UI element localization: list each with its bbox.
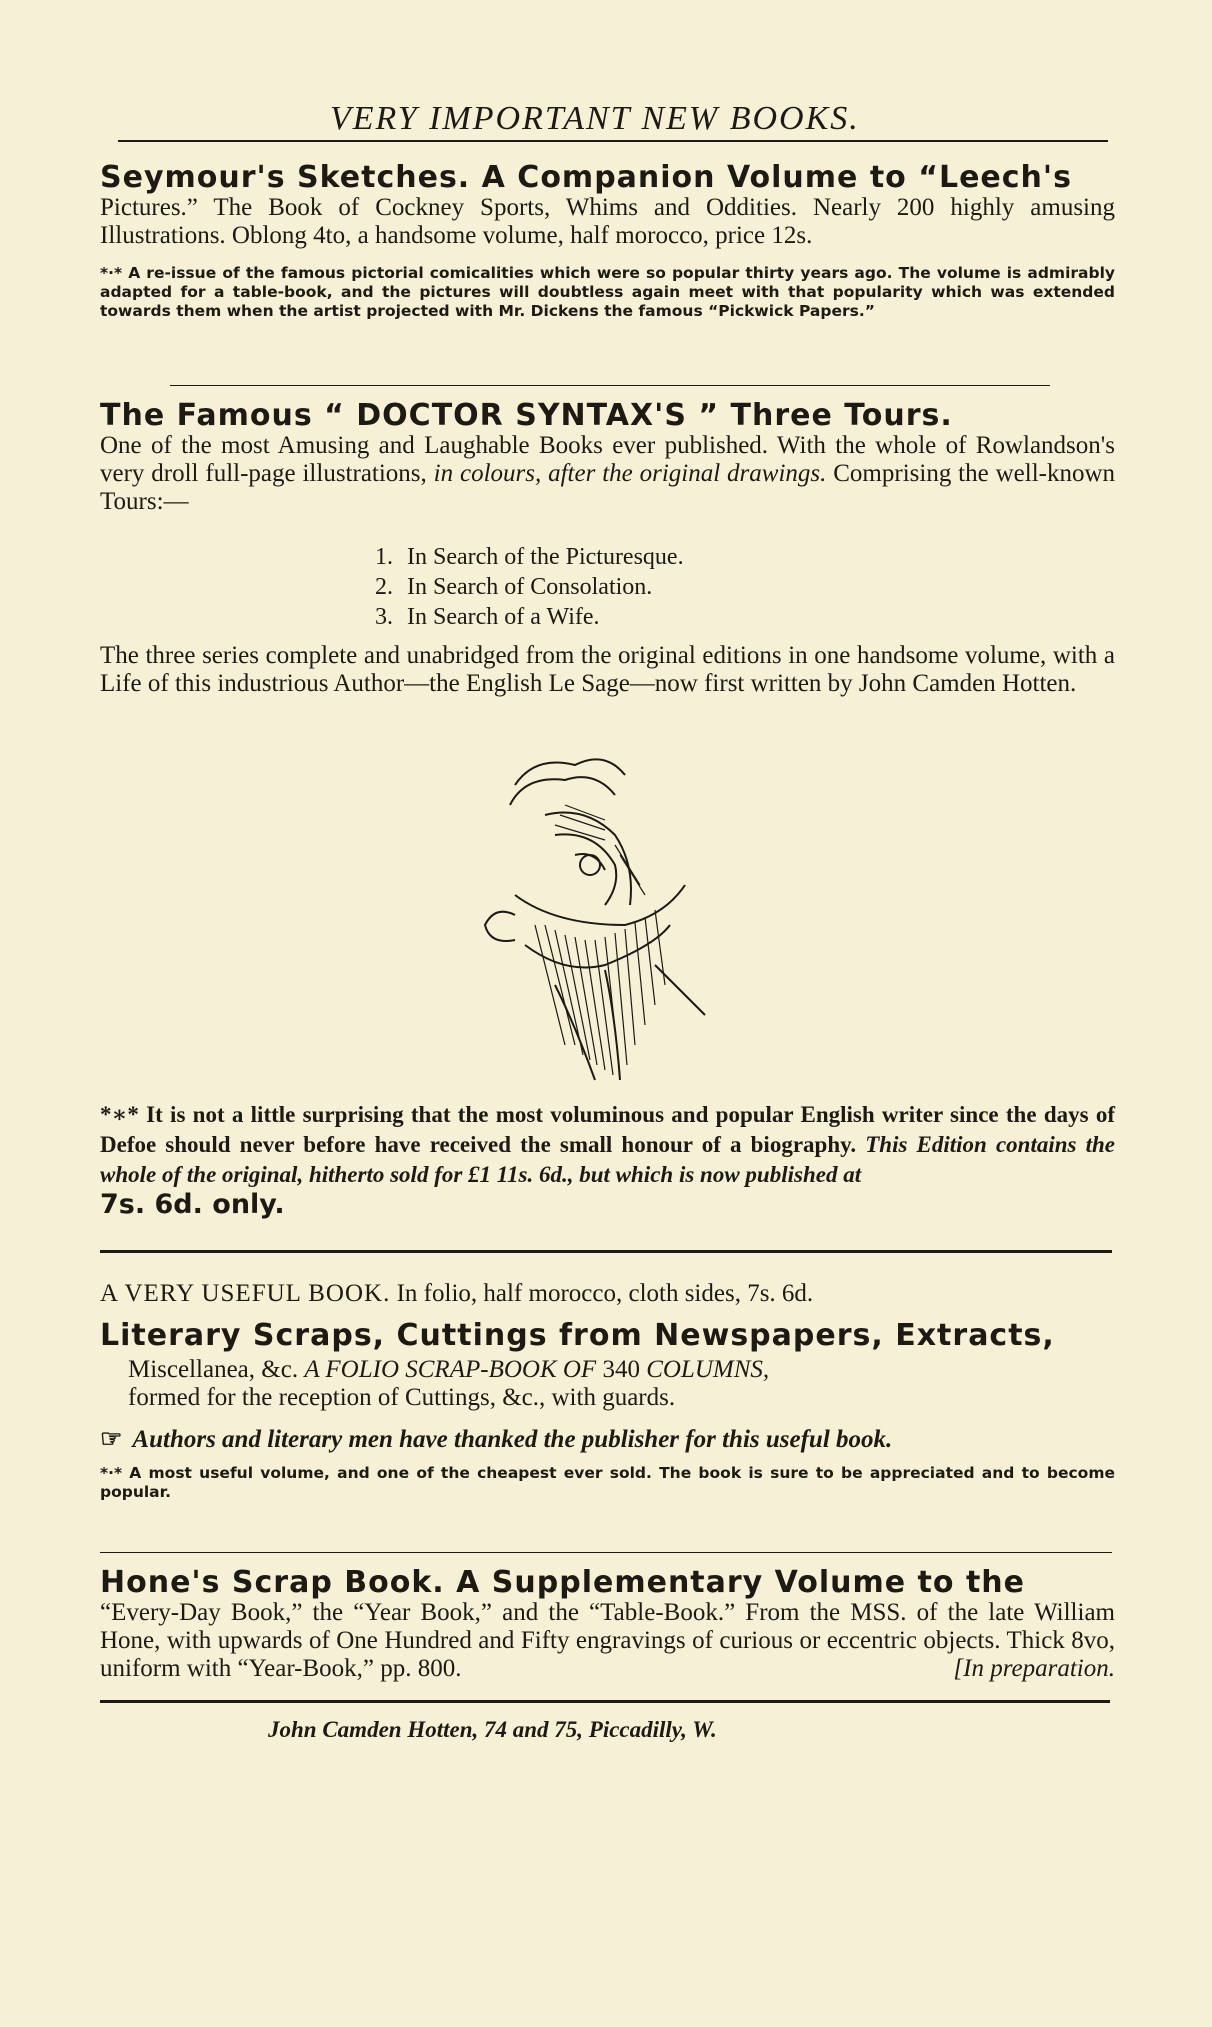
defoe-note bbox=[100, 1100, 1115, 1220]
scrap-book-line-2: formed for the reception of Cuttings, &c., with guards. bbox=[128, 1384, 676, 1411]
defoe-note-text: *∗* It is not a little surprising that the most voluminous and popular English writer since the days of Defoe should never before have received the small honour of a biography. bbox=[100, 1102, 1115, 1157]
syntax-text-italic: in colours, after the original drawings. bbox=[433, 460, 827, 487]
seymour-title: Seymour's Sketches. A Companion Volume to “Leech's bbox=[100, 160, 1072, 195]
scrap-book-lead-tail: In folio, half morocco, cloth sides, 7s. 6d. bbox=[396, 1280, 814, 1307]
hone-entry bbox=[100, 1567, 1115, 1683]
tour-item: 1. In Search of the Picturesque. bbox=[375, 544, 684, 570]
header-rule bbox=[118, 140, 1108, 142]
running-head: VERY IMPORTANT NEW BOOKS. bbox=[330, 100, 860, 137]
scrap-book-small-note: *∙* A most useful volume, and one of the cheapest ever sold. The book is sure to be appreciated and to become popular. bbox=[100, 1464, 1115, 1501]
scrap-book-authors-note: ☞ Authors and literary men have thanked the publisher for this useful book. bbox=[100, 1426, 893, 1453]
hone-status: [In preparation. bbox=[953, 1655, 1115, 1682]
seymour-description: Pictures.” The Book of Cockney Sports, Whims and Oddities. Nearly 200 highly amusing Illustrations. Oblong 4to, a handsome volume, half morocco, price 12s. bbox=[100, 194, 1115, 249]
tours-list bbox=[375, 542, 684, 632]
syntax-text-tail: Comprising the well-known Tours:— bbox=[100, 460, 1116, 515]
divider-1 bbox=[170, 385, 1050, 386]
tour-item: 2. In Search of Consolation. bbox=[375, 574, 653, 600]
divider-3 bbox=[100, 1552, 1112, 1553]
scrap-book-title: Literary Scraps, Cuttings from Newspapers, Extracts, bbox=[100, 1318, 1055, 1353]
defoe-note-italic: This Edition contains the whole of the original, hitherto sold for £1 11s. 6d., but which is now published at bbox=[100, 1132, 1116, 1187]
scrap-book-lead-title: A VERY USEFUL BOOK. bbox=[100, 1280, 391, 1307]
scrap-book-lead bbox=[100, 1280, 1115, 1308]
defoe-price: 7s. 6d. only. bbox=[100, 1189, 285, 1220]
hand-pointing-icon: ☞ bbox=[100, 1426, 123, 1453]
divider-2 bbox=[100, 1250, 1112, 1253]
doctor-syntax-portrait-engraving bbox=[455, 745, 755, 1085]
scrap-book-line-1: Miscellanea, &c. A FOLIO SCRAP-BOOK OF 340 COLUMNS, bbox=[128, 1356, 770, 1383]
syntax-description bbox=[100, 432, 1115, 516]
tour-item: 3. In Search of a Wife. bbox=[375, 604, 600, 630]
seymour-note: *∙* A re-issue of the famous pictorial comicalities which were so popular thirty years ago. The volume is admirably adapted for a table-book, and the pictures will doubtless again meet with that popularity which was extended towards them when the artist projected with Mr. Dickens the famous “Pickwick Papers.” bbox=[100, 264, 1115, 320]
scrap-book-entry bbox=[100, 1280, 1115, 1502]
syntax-text: One of the most Amusing and Laughable Books ever published. With the whole of Rowlandson's very droll full-page illustrations, bbox=[100, 432, 1115, 487]
syntax-entry bbox=[100, 400, 1115, 516]
footer-rule bbox=[100, 1700, 1110, 1703]
hone-description: “Every-Day Book,” the “Year Book,” and the “Table-Book.” From the MSS. of the late William Hone, with upwards of One Hundred and Fifty engravings of curious or eccentric objects. Thick 8vo, uniform with “Year-Book,” pp. 800. [In preparation. bbox=[100, 1599, 1115, 1682]
seymour-entry bbox=[100, 162, 1115, 321]
publisher-footer: John Camden Hotten, 74 and 75, Piccadilly, W. bbox=[268, 1717, 717, 1742]
hone-title: Hone's Scrap Book. A Supplementary Volume to the bbox=[100, 1565, 1026, 1600]
syntax-series-text: The three series complete and unabridged from the original editions in one handsome volume, with a Life of this industrious Author—the English Le Sage—now first written by John Camden Hotten. bbox=[100, 642, 1115, 697]
syntax-title: The Famous “ DOCTOR SYNTAX'S ” Three Tours. bbox=[100, 398, 953, 433]
